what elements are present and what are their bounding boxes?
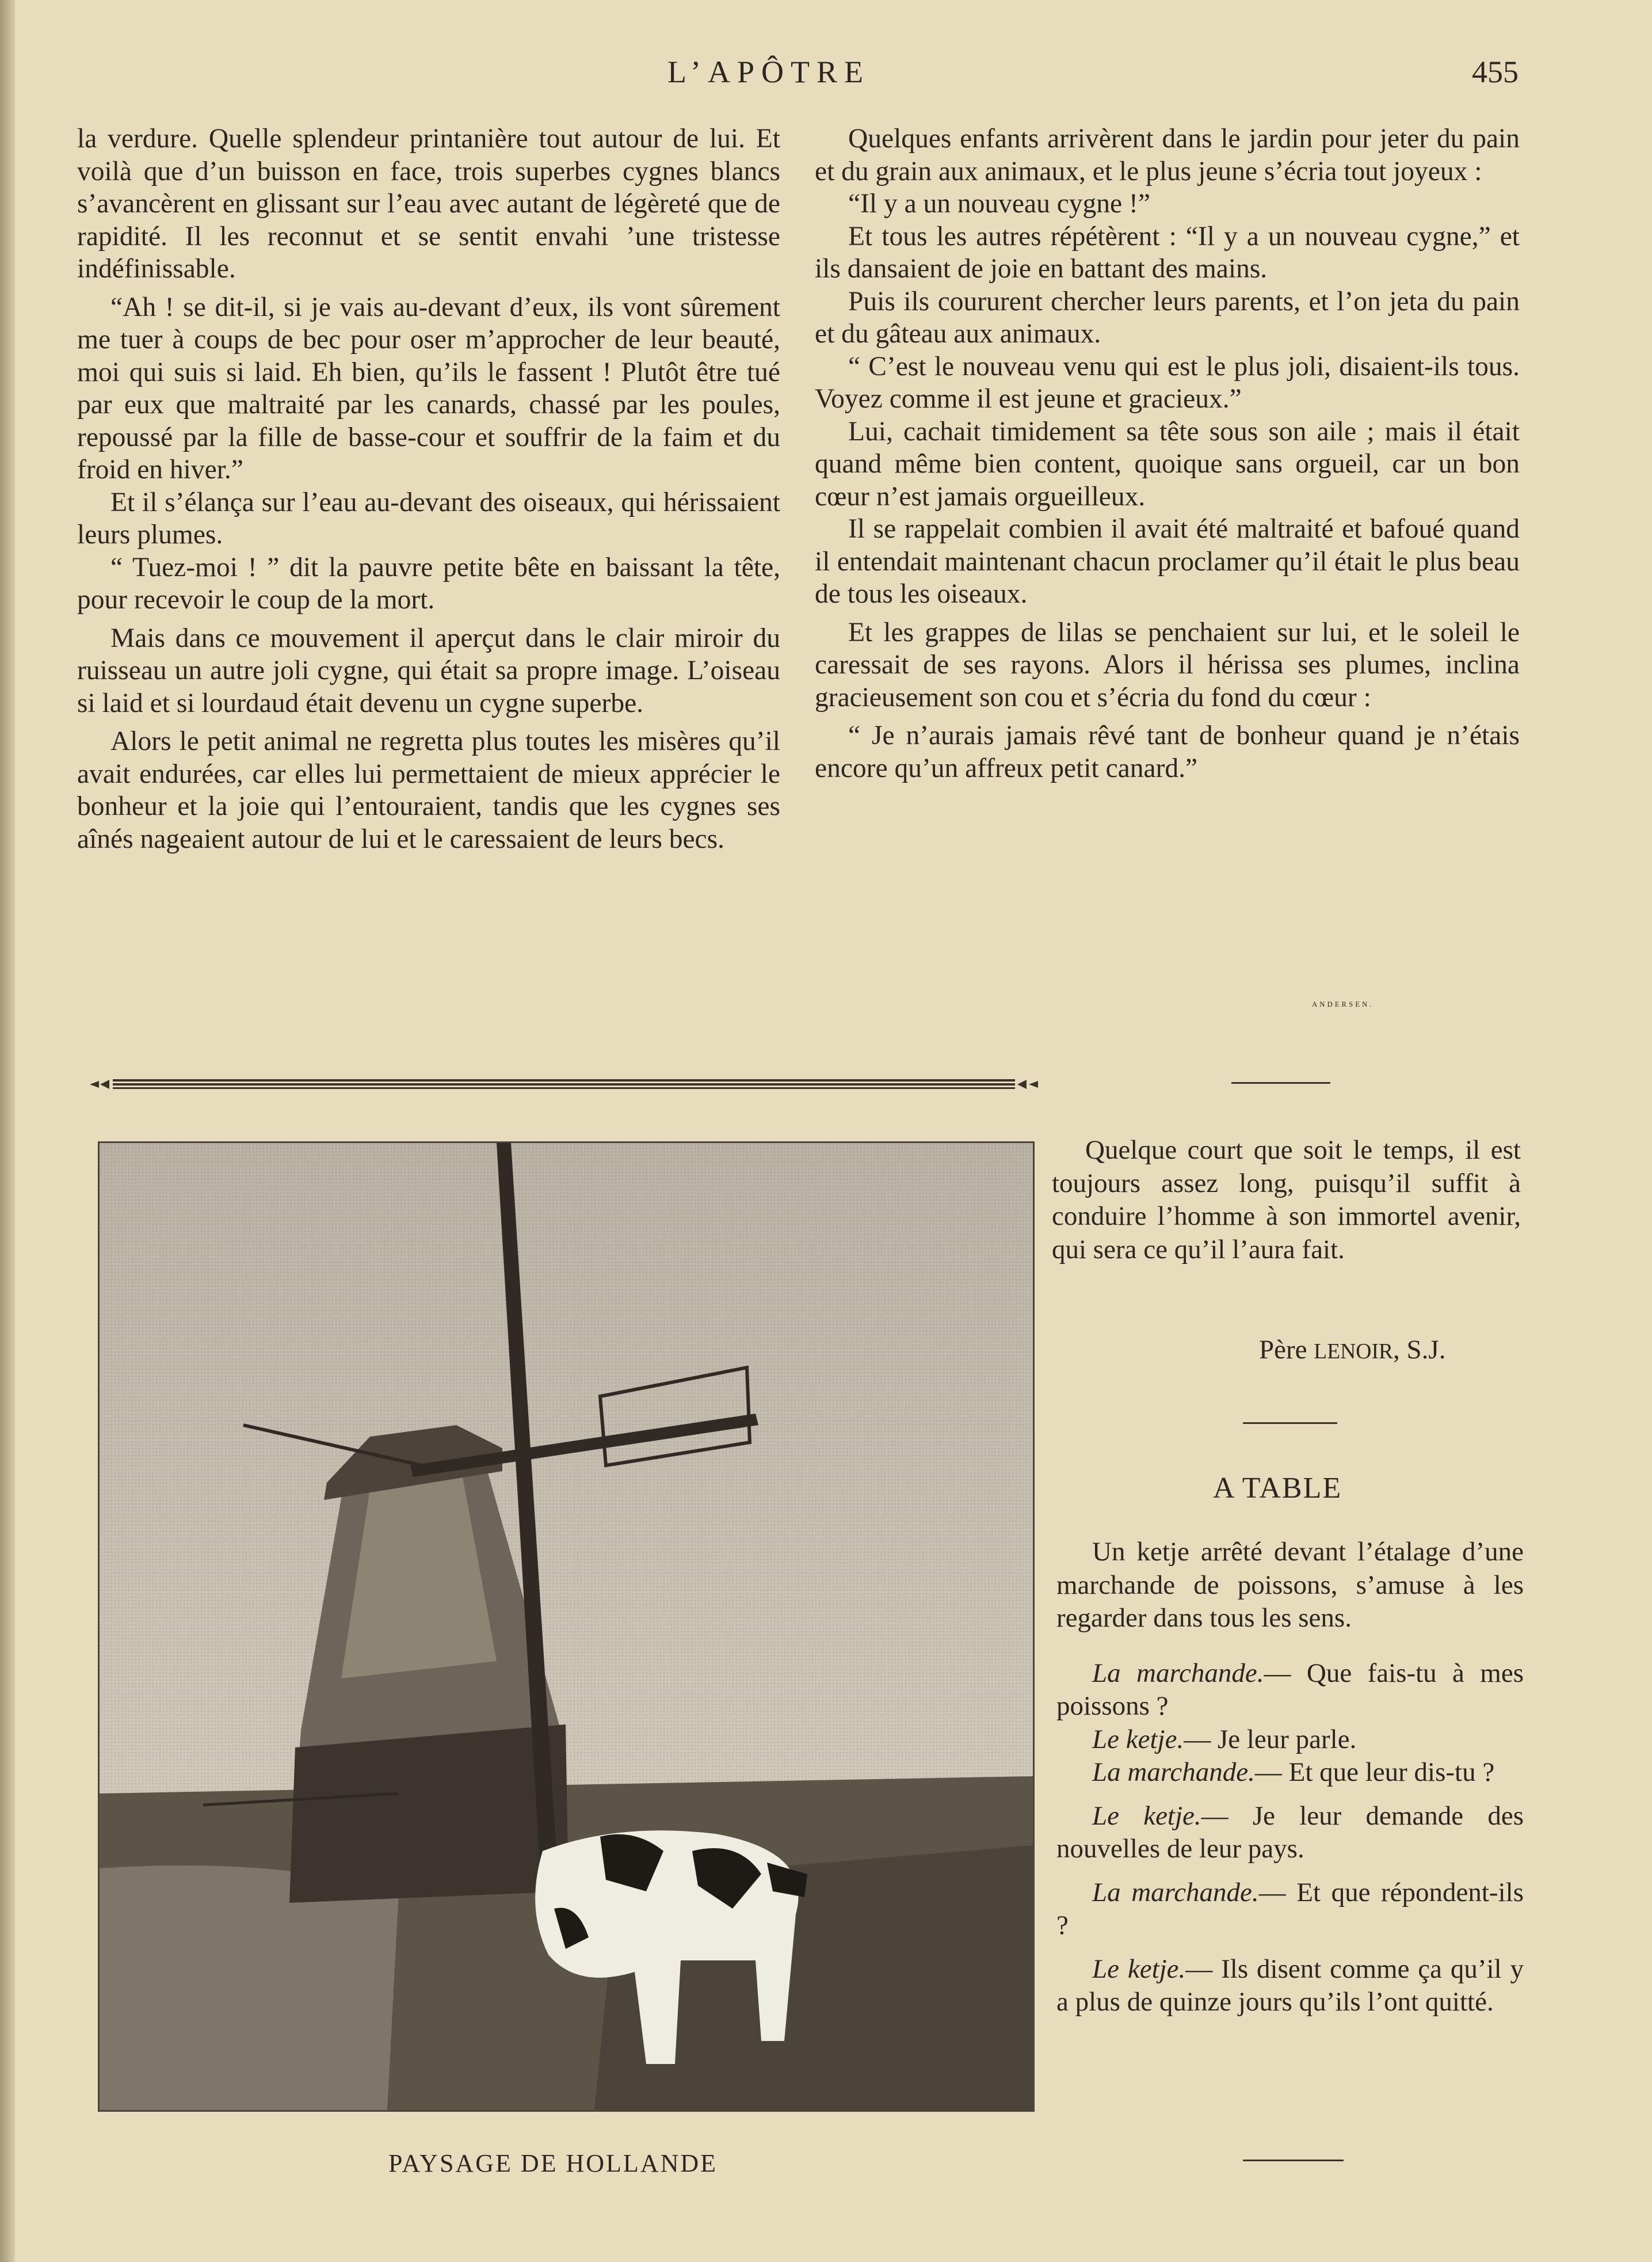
paragraph: Et il s’élança sur l’eau au-devant des oiseaux, qui hérissaient leurs plumes. bbox=[77, 487, 780, 550]
speech: — Et que leur dis-tu ? bbox=[1254, 1757, 1495, 1787]
speaker: La marchande. bbox=[1092, 1757, 1255, 1787]
speaker: La marchande. bbox=[1092, 1658, 1264, 1688]
paragraph: “Il y a un nouveau cygne !” bbox=[848, 189, 1150, 219]
right-column bbox=[815, 123, 1520, 785]
page-number: 455 bbox=[1472, 55, 1519, 89]
paragraph: “ C’est le nouveau venu qui est le plus joli, disaient-ils tous. Voyez comme il est jeune et gracieux.” bbox=[815, 351, 1520, 414]
speaker: Le ketje. bbox=[1092, 1724, 1184, 1754]
speech: — Et que répondent-ils ? bbox=[1056, 1877, 1524, 1940]
running-title: L’APÔTRE bbox=[667, 55, 871, 89]
dialogue-line bbox=[1056, 1876, 1524, 1943]
paragraph: Il se rappelait combien il avait été maltraité et bafoué quand il entendait maintenant chacun proclamer qu’il était le plus beau de tous les oiseaux. bbox=[815, 514, 1520, 609]
quote-author-prefix: Père bbox=[1259, 1335, 1307, 1365]
paragraph: “Ah ! se dit-il, si je vais au-devant d’eux, ils vont sûrement me tuer à coups de bec pour oser m’approcher de leur beauté, moi qui suis si laid. Eh bien, qu’ils le fassent ! Plutôt être tué par eux que maltraité par les canards, chassé par les poules, repoussé par la fille de basse-cour et souffrir de la faim et du froid en hiver.” bbox=[77, 292, 780, 485]
speaker: Le ketje. bbox=[1092, 1953, 1186, 1984]
paragraph: “ Je n’aurais jamais rêvé tant de bonheur quand je n’étais encore qu’un affreux petit canard.” bbox=[815, 721, 1520, 783]
short-rule bbox=[1243, 2160, 1344, 2161]
intro-paragraph: Un ketje arrêté devant l’étalage d’une marchande de poissons, s’amuse à les regarder dans tous les sens. bbox=[1056, 1537, 1524, 1633]
dialogue-block bbox=[1056, 1536, 1524, 2019]
speech: — Je leur demande des nouvelles de leur pays. bbox=[1056, 1800, 1524, 1864]
paragraph: “ Tuez-moi ! ” dit la pauvre petite bête en baissant la tête, pour recevoir le coup de la mort. bbox=[77, 552, 780, 615]
paragraph: Et les grappes de lilas se penchaient sur lui, et le soleil le caressait de ses rayons. Alors il hérissa ses plumes, inclina gracieusement son cou et s’écria du fond du cœur : bbox=[815, 617, 1520, 713]
paragraph: Alors le petit animal ne regretta plus toutes les misères qu’il avait endurées, car elles lui permettaient de mieux apprécier le bonheur et la joie qui l’entouraient, tandis que les cygnes ses aînés nageaient autour de lui et le caressaient de leurs becs. bbox=[77, 726, 780, 854]
section-title: A TABLE bbox=[1213, 1472, 1342, 1505]
windmill-landscape-image bbox=[100, 1143, 1033, 2110]
paragraph: Lui, cachait timidement sa tête sous son aile ; mais il était quand même bien content, quoique sans orgueil, car un bon cœur n’est jamais orgueilleux. bbox=[815, 416, 1520, 512]
dialogue-line bbox=[1056, 1953, 1524, 2019]
photo-caption: PAYSAGE DE HOLLANDE bbox=[388, 2149, 718, 2177]
paragraph: Puis ils coururent chercher leurs parents, et l’on jeta du pain et du gâteau aux animaux. bbox=[815, 286, 1520, 349]
paragraph: la verdure. Quelle splendeur printanière tout autour de lui. Et voilà que d’un buisson en face, trois superbes cygnes blancs s’avancèrent en glissant sur l’eau avec autant de légèreté que de rapidité. Il les reconnut et se sentit envahi ’une tristesse indéfinissable. bbox=[77, 124, 780, 284]
dialogue-line bbox=[1056, 1723, 1524, 1757]
speaker: Le ketje. bbox=[1092, 1800, 1201, 1831]
quote-block bbox=[1052, 1134, 1521, 1266]
speech: — Ils disent comme ça qu’il y a plus de quinze jours qu’ils l’ont quitté. bbox=[1056, 1953, 1524, 2017]
speech: — Je leur parle. bbox=[1184, 1724, 1357, 1754]
dialogue-line bbox=[1056, 1756, 1524, 1789]
quote-author bbox=[1259, 1334, 1445, 1365]
short-rule bbox=[1243, 1422, 1337, 1424]
quote-author-suffix: , S.J. bbox=[1393, 1335, 1446, 1365]
speech: — Que fais-tu à mes poissons ? bbox=[1056, 1658, 1524, 1721]
paragraph: Et tous les autres répétèrent : “Il y a un nouveau cygne,” et ils dansaient de joie en battant des mains. bbox=[815, 221, 1520, 284]
speaker: La marchande. bbox=[1092, 1877, 1259, 1907]
page-binding-edge bbox=[0, 0, 15, 2262]
quote-author-name: LENOIR bbox=[1314, 1340, 1394, 1364]
story-author: ANDERSEN. bbox=[1312, 1000, 1374, 1008]
quote-text: Quelque court que soit le temps, il est toujours assez long, puisqu’il suffit à conduire l’homme à son immortel avenir, qui sera ce qu’il l’aura fait. bbox=[1052, 1135, 1521, 1265]
ornamental-divider bbox=[86, 1077, 1041, 1091]
left-column bbox=[77, 123, 780, 855]
paragraph: Mais dans ce mouvement il aperçut dans le clair miroir du ruisseau un autre joli cygne, qui était sa propre image. L’oiseau si laid et si lourdaud était devenu un cygne superbe. bbox=[77, 623, 780, 718]
paragraph: Quelques enfants arrivèrent dans le jardin pour jeter du pain et du grain aux animaux, et le plus jeune s’écria tout joyeux : bbox=[815, 124, 1520, 186]
short-rule bbox=[1231, 1082, 1330, 1084]
dialogue-line bbox=[1056, 1657, 1524, 1723]
windmill-photo bbox=[98, 1141, 1035, 2112]
dialogue-line bbox=[1056, 1800, 1524, 1866]
